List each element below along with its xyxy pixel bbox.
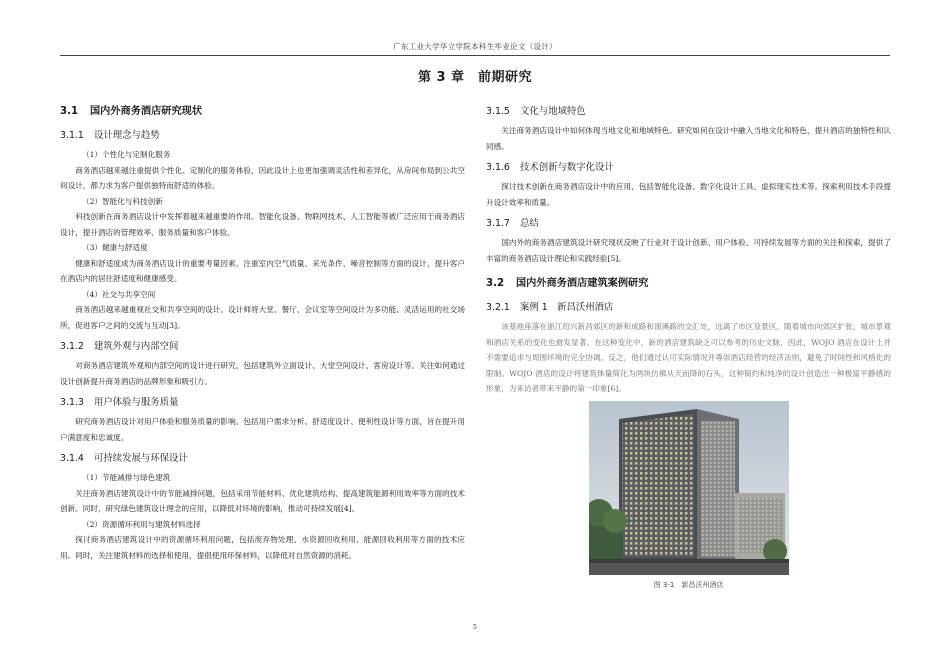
list-item: （2）智能化与科技创新 <box>82 196 163 206</box>
paragraph: 商务酒店越来越注重提供个性化、定制化的服务体验，因此设计上也更加强调灵活性和差异化，从房间布局到公共空间设计，都力求为客户提供独特而舒适的体验。 <box>60 165 465 190</box>
list-item: （2）资源循环利用与建筑材料选择 <box>82 519 201 529</box>
paragraph: 对商务酒店建筑外观和内部空间的设计进行研究，包括建筑外立面设计、大堂空间设计、客房设计等。关注如何通过设计创新提升商务酒店的品牌形象和吸引力。 <box>60 361 465 386</box>
list-item: （1）个性化与定制化服务 <box>82 150 171 159</box>
page-number: 5 <box>472 623 478 631</box>
subsection-heading: 3.1.2 建筑外观与内部空间 <box>60 341 179 352</box>
section-heading: 3.2 国内外商务酒店建筑案例研究 <box>486 278 649 289</box>
subsection-heading: 3.1.5 文化与地域特色 <box>486 106 586 117</box>
left-column <box>60 104 465 563</box>
subsection-heading: 3.1.7 总结 <box>486 218 539 229</box>
running-header: 广东工业大学华立学院本科生毕业论文（设计） <box>393 42 557 51</box>
subsection-heading: 3.1.1 设计理念与趋势 <box>60 130 160 141</box>
list-item: （4）社交与共享空间 <box>82 289 156 299</box>
subsection-heading: 3.2.1 案例 1 新昌沃州酒店 <box>486 302 614 313</box>
figure <box>486 401 891 590</box>
subsection-heading: 3.1.4 可持续发展与环保设计 <box>60 453 188 464</box>
paragraph: 关注商务酒店设计中如何体现当地文化和地域特色。研究如何在设计中融入当地文化和特色，提升酒店的独特性和认同感。 <box>486 126 891 151</box>
subsection-heading: 3.1.6 技术创新与数字化设计 <box>486 162 614 173</box>
list-item: （1）节能减排与绿色建筑 <box>82 473 171 482</box>
paragraph: 研究商务酒店设计对用户体验和服务质量的影响。包括用户需求分析、舒适度设计、便利性设计等方面，旨在提升用户满意度和忠诚度。 <box>60 417 465 442</box>
right-column <box>486 104 891 590</box>
header-rule <box>60 55 890 56</box>
chapter-title: 第 3 章 前期研究 <box>417 70 533 85</box>
hotel-building-photo <box>589 401 789 575</box>
paragraph: 探讨商务酒店建筑设计中的资源循环利用问题，包括废弃物处理、水资源回收利用、能源回收利用等方面的技术应用。同时，关注建筑材料的选择和使用，提倡使用环保材料，以降低对自然资源的消耗。 <box>60 535 465 560</box>
paragraph: 商务酒店越来越重视社交和共享空间的设计。设计师将大堂、餐厅、会议室等空间设计为多功能、灵活运用的社交场所，促进客户之间的交流与互动[3]。 <box>60 305 465 330</box>
paragraph: 科技创新在商务酒店设计中发挥着越来越重要的作用。智能化设备、物联网技术、人工智能等被广泛应用于商务酒店设计，提升酒店的管理效率、服务质量和客户体验。 <box>60 212 465 237</box>
paragraph: 关注商务酒店建筑设计中的节能减排问题，包括采用节能材料、优化建筑结构、提高建筑能源利用效率等方面的技术创新。同时，研究绿色建筑设计理念的应用，以降低对环境的影响，推动可持续发展[4]。 <box>60 488 465 513</box>
paragraph: 该基地座落在浙江绍兴新昌郊区的新和成路和演溪路的交汇处，远离了市区及景区。随着城市向郊区扩张，城市景观和酒店关系的变化也愈发显著。在这种变化中，新的酒店建筑缺乏可以参考的历史文脉，因此，WOJO 酒店在设计上并不需要追求与周围环境的完全协调。反之，他们通过认可实际情况并尊崇酒店经营的经济法则，避免了时间性和风格化的限制。WOJO 酒店的设计将建筑体量简化为两块仿佛从天而降的石头，这种简约和纯净的设计创造出一种极富平静感的形象，为来访者带来平静的第一印象[6]。 <box>486 322 891 393</box>
section-heading: 3.1 国内外商务酒店研究现状 <box>60 106 203 117</box>
list-item: （3）健康与舒适度 <box>82 243 148 252</box>
figure-caption: 图 3-1 新昌沃州酒店 <box>653 580 724 589</box>
subsection-heading: 3.1.3 用户体验与服务质量 <box>60 397 179 408</box>
paragraph: 健康和舒适度成为商务酒店设计的重要考量因素。注重室内空气质量、采光条件、噪音控制等方面的设计，提升客户在酒店内的居住舒适度和健康感受。 <box>60 258 465 283</box>
paragraph: 国内外的商务酒店建筑设计研究现状反映了行业对于设计创新、用户体验、可持续发展等方面的关注和探索，提供了丰富的商务酒店设计理论和实践经验[5]。 <box>486 238 891 263</box>
paragraph: 探讨技术创新在商务酒店设计中的应用，包括智能化设备、数字化设计工具、虚拟现实技术等。探索利用技术手段提升设计效率和质量。 <box>486 182 891 207</box>
